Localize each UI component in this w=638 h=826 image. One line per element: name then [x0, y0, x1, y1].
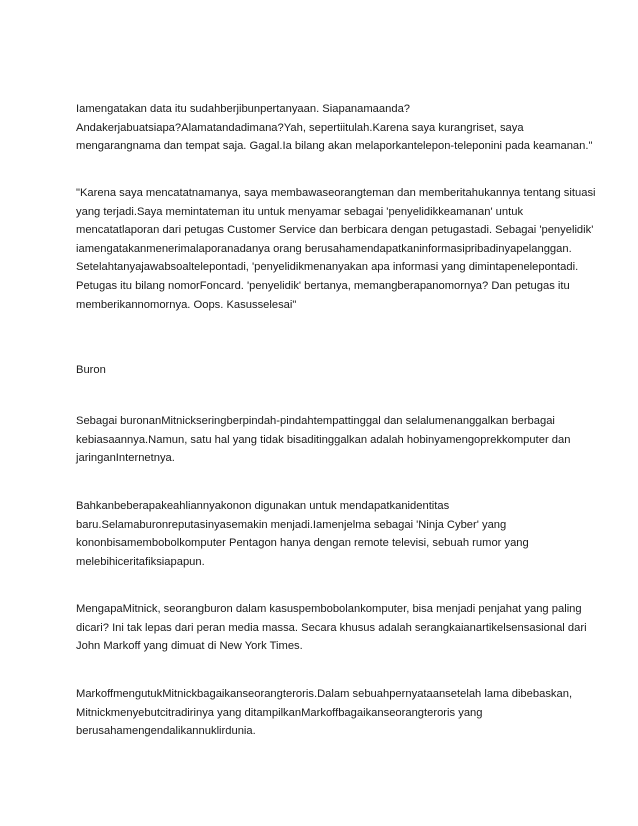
text-line: Iamengatakan data itu sudahberjibunpertanyaan. Siapanamaanda?: [76, 103, 411, 115]
paragraph-investigator: [76, 184, 596, 314]
text-line: yang terjadi.Saya memintateman itu untuk menyamar sebagai 'penyelidikkeamanan' untuk: [76, 205, 524, 218]
text-line: Mitnickmenyebutcitradirinya yang ditampilkanMarkoffbagaikanseorangteroris yang: [76, 706, 483, 719]
paragraph-ninja-cyber: [76, 497, 576, 571]
text-line: Petugas itu bilang nomorFoncard. 'penyelidik' bertanya, memangberapanomornya? Dan petugas itu: [76, 279, 570, 292]
text-line: John Markoff yang dimuat di New York Times.: [76, 640, 303, 653]
paragraph-markoff: [76, 685, 576, 741]
text-line: Bahkanbeberapakeahliannyakonon digunakan untuk mendapatkanidentitas: [76, 500, 450, 512]
text-line: berusahamengendalikannuklirdunia.: [76, 725, 256, 738]
text-line: memberikannomornya. Oops. Kasusselesai": [76, 298, 297, 311]
text-line: Sebagai buronanMitnickseringberpindah-pindahtempattinggal dan selalumenanggalkan berbagai: [76, 415, 555, 427]
text-line: Setelahtanyajawabsoaltelepontadi, 'penyelidikmenanyakan apa informasi yang dimintapenelepontadi.: [76, 261, 579, 274]
text-line: MengapaMitnick, seorangburon dalam kasuspembobolankomputer, bisa menjadi penjahat yang paling: [76, 603, 582, 615]
paragraph-fugitive: [76, 412, 576, 468]
section-heading-buron: [76, 361, 576, 380]
text-line: MarkoffmengutukMitnickbagaikanseorangteroris.Dalam sebuahpernyataansetelah lama dibebaskan,: [76, 688, 573, 700]
text-line: mengarangnama dan tempat saja. Gagal.Ia bilang akan melaporkantelepon-teleponini pada keamanan.": [76, 140, 593, 153]
text-line: jaringanInternetnya.: [76, 452, 175, 465]
text-line: kononbisamembobolkomputer Pentagon hanya dengan remote televisi, sebuah rumor yang: [76, 537, 529, 550]
paragraph-phone-call: [76, 100, 593, 156]
text-line: kebiasaannya.Namun, satu hal yang tidak bisaditinggalkan adalah hobinyamengoprekkomputer dan: [76, 433, 571, 446]
text-line: baru.Selamaburonreputasinyasemakin menjadi.Iamenjelma sebagai 'Ninja Cyber' yang: [76, 518, 507, 531]
text-line: dicari? Ini tak lepas dari peran media massa. Secara khusus adalah serangkaianartikelsensasional dari: [76, 621, 587, 634]
text-line: "Karena saya mencatatnamanya, saya membawaseorangteman dan memberitahukannya tentang situasi: [76, 187, 596, 199]
text-line: melebihiceritafiksiapapun.: [76, 555, 205, 568]
text-line: Andakerjabuatsiapa?Alamatandadimana?Yah, sepertiitulah.Karena saya kurangriset, saya: [76, 121, 524, 134]
text-line: mencatatlaporan dari petugas Customer Service dan berbicara dengan petugastadi. Sebagai 'penyelidik': [76, 224, 594, 237]
paragraph-media: [76, 600, 587, 656]
heading-text: Buron: [76, 364, 106, 376]
text-line: iamengatakanmenerimalaporanadanya orang berusahamendapatkaninformasipribadinyapelanggan.: [76, 242, 572, 255]
